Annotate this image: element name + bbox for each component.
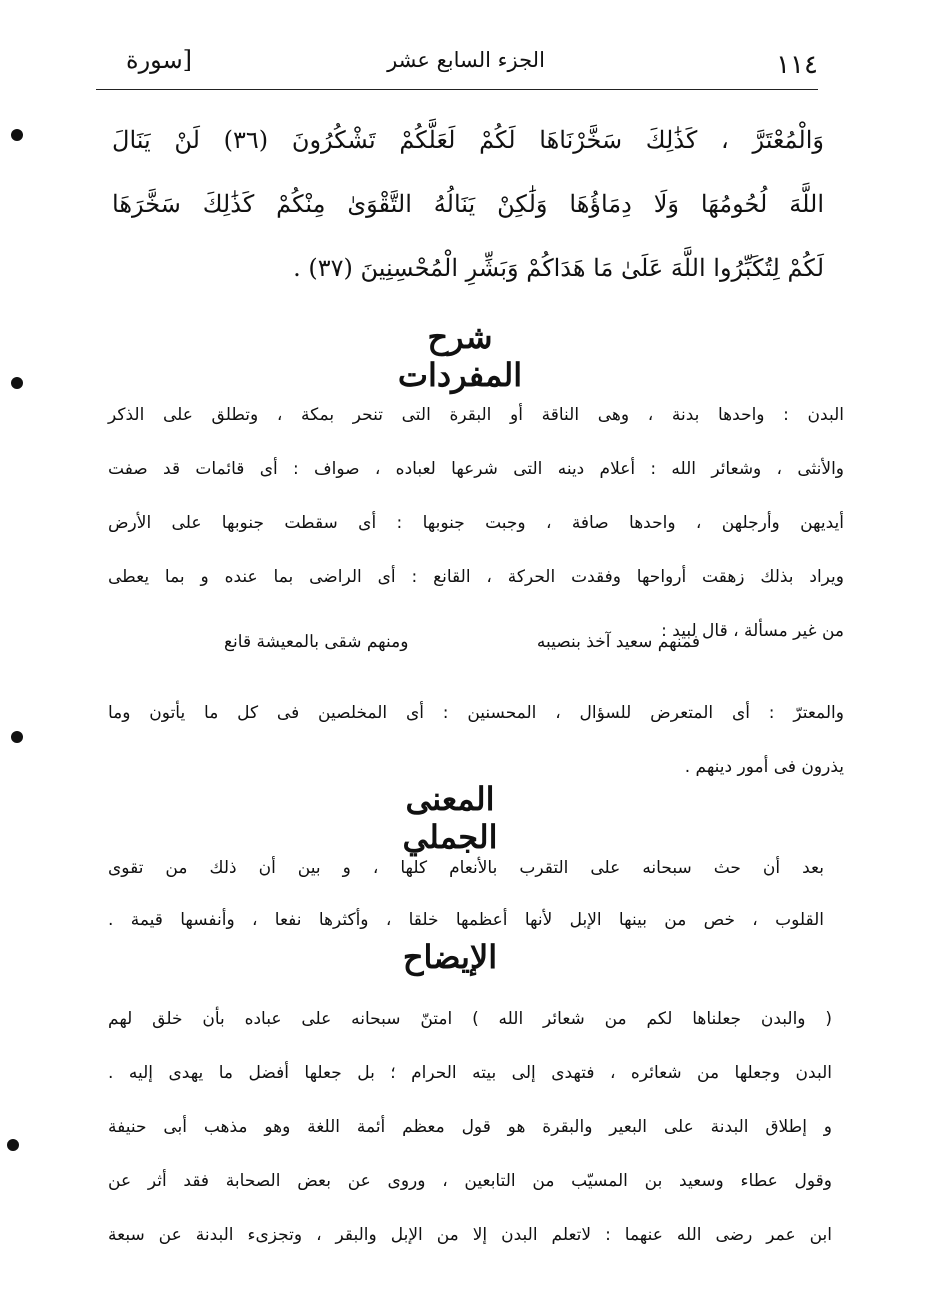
page-number: ١١٤ [776,50,818,80]
text-line: و إطلاق البدنة على البعير والبقرة هو قول معظم أئمة اللغة وهو مذهب أبى حنيفة [108,1117,832,1137]
header-rule [96,89,818,90]
meaning-paragraph [108,842,824,946]
text-line: من غير مسألة ، قال لبيد : [661,621,844,641]
text-line: يذرون فى أمور دينهم . [684,757,844,777]
text-line: البدن وجعلها من شعائره ، فتهدى إلى بيته الحرام ؛ بل جعلها أفضل ما يهدى إليه . [108,1063,832,1083]
verse-line: وَالْمُعْتَرَّ ، كَذَٰلِكَ سَخَّرْنَاهَا لَكُمْ لَعَلَّكُمْ تَشْكُرُونَ (٣٦) لَنْ يَنَالَ [112,126,824,154]
vocab-heading: شرح المفردات [397,318,523,394]
surah-label: [سورة [126,46,193,74]
vocab-paragraph-continued [108,686,844,794]
poem-first-hemistich: فمنهم سعيد آخذ بنصيبه [536,632,700,652]
meaning-heading: المعنى الجملي [402,780,498,856]
margin-mark-icon [10,730,24,744]
explain-paragraph [108,992,832,1262]
text-line: ( والبدن جعلناها لكم من شعائر الله ) امتنّ سبحانه على عباده بأن خلق لهم [108,1009,832,1029]
text-line: وقول عطاء وسعيد بن المسيّب من التابعين ، وروى عن بعض الصحابة فقد أثر عن [108,1171,832,1191]
margin-mark-icon [10,376,24,390]
margin-mark-icon [6,1138,20,1152]
quran-verses [112,108,824,300]
text-line: ابن عمر رضى الله عنهما : لاتعلم البدن إلا من الإبل والبقر ، وتجزىء البدنة عن سبعة [108,1225,832,1245]
page-header [96,40,818,90]
verse-line: لَكُمْ لِتُكَبِّرُوا اللَّهَ عَلَىٰ مَا هَدَاكُمْ وَبَشِّرِ الْمُحْسِنِينَ (٣٧) . [293,254,824,282]
margin-mark-icon [10,128,24,142]
part-title: الجزء السابع عشر [387,48,545,72]
poem-second-hemistich: ومنهم شقى بالمعيشة قانع [224,632,409,652]
text-line: أيديهن وأرجلهن ، واحدها صافة ، وجبت جنوبها : أى سقطت جنوبها على الأرض [108,513,844,533]
poem-verse [224,632,700,652]
text-line: والأنثى ، وشعائر الله : أعلام دينه التى شرعها لعباده ، صواف : أى قائمات قد صفت [108,459,844,479]
text-line: ويراد بذلك زهقت أرواحها وفقدت الحركة ، القانع : أى الراضى بما عنده و بما يعطى [108,567,844,587]
verse-line: اللَّهَ لُحُومُهَا وَلَا دِمَاؤُهَا وَلَٰكِنْ يَنَالُهُ التَّقْوَىٰ مِنْكُمْ كَذَٰلِكَ سَخَّرَهَا [112,190,824,218]
vocab-paragraph [108,388,844,658]
text-line: البدن : واحدها بدنة ، وهى الناقة أو البقرة التى تنحر بمكة ، وتطلق على الذكر [108,405,844,425]
explain-heading: الإيضاح [402,938,498,976]
text-line: والمعترّ : أى المتعرض للسؤال ، المحسنين : أى المخلصين فى كل ما يأتون وما [108,703,844,723]
text-line: القلوب ، خص من بينها الإبل لأنها أعظمها خلقا ، وأكثرها نفعا ، وأنفسها قيمة . [108,910,824,930]
text-line: بعد أن حث سبحانه على التقرب بالأنعام كلها ، و بين أن ذلك من تقوى [108,858,824,878]
